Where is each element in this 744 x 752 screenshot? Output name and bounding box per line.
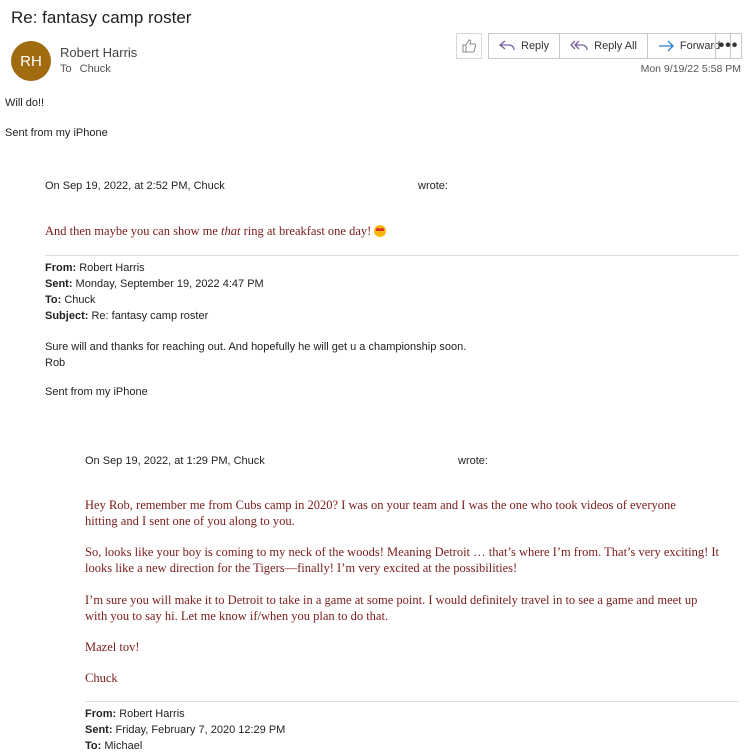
recipient-line xyxy=(60,63,111,75)
quote-1-intro: On Sep 19, 2022, at 2:52 PM, Chuck xyxy=(45,180,225,192)
divider-2 xyxy=(85,701,739,702)
like-button[interactable] xyxy=(456,33,482,59)
recipient-name[interactable]: Chuck xyxy=(79,63,111,75)
message-2-line-1: Sure will and thanks for reaching out. And hopefully he will get u a championship soon. xyxy=(45,341,467,353)
quote-2-p4: Mazel tov! xyxy=(85,640,140,654)
sent-value: Monday, September 19, 2022 4:47 PM xyxy=(72,278,264,290)
header-2-sent xyxy=(85,724,285,736)
email-subject: Re: fantasy camp roster xyxy=(11,8,192,27)
reply-all-label: Reply All xyxy=(594,40,637,52)
quote-2-p3-line-2: with you to say hi. Let me know if/when you plan to do that. xyxy=(85,609,389,623)
heart-eyes-emoji-icon xyxy=(374,225,386,237)
to-value-2: Michael xyxy=(101,740,143,752)
reply-all-icon xyxy=(570,40,588,52)
from-value: Robert Harris xyxy=(76,262,145,274)
to-label-2: To: xyxy=(85,740,102,752)
quote-2-p2-line-2: looks like a new direction for the Tigers—finally! I’m very excited at the possibilities! xyxy=(85,561,518,575)
subject-label: Subject: xyxy=(45,310,89,322)
to-label: To xyxy=(60,63,72,75)
thumbs-up-icon xyxy=(461,38,477,54)
from-label-2: From: xyxy=(85,708,117,720)
quote-2-wrote: wrote: xyxy=(458,455,488,467)
header-1-sent xyxy=(45,278,264,290)
quote-1-text-post: ring at breakfast one day! xyxy=(240,224,372,238)
quote-1-text xyxy=(45,224,386,239)
quote-1-text-pre: And then maybe you can show me xyxy=(45,224,222,238)
reply-button[interactable] xyxy=(489,34,560,58)
message-toolbar xyxy=(456,33,731,59)
body-line-1: Will do!! xyxy=(5,97,45,109)
to-label: To: xyxy=(45,294,62,306)
header-1-to xyxy=(45,294,96,306)
divider-1 xyxy=(45,255,739,256)
sent-value-2: Friday, February 7, 2020 12:29 PM xyxy=(112,724,286,736)
reply-label: Reply xyxy=(521,40,550,52)
quote-2-p5: Chuck xyxy=(85,671,118,685)
quote-1-text-emphasis: that xyxy=(221,224,241,238)
quote-2-p3-line-1: I’m sure you will make it to Detroit to take in a game at some point. I would definitely travel in to see a game and meet up xyxy=(85,593,698,607)
header-1-subject xyxy=(45,310,208,322)
reply-button-group xyxy=(488,33,731,59)
header-2-from xyxy=(85,708,185,720)
quote-2-intro: On Sep 19, 2022, at 1:29 PM, Chuck xyxy=(85,455,265,467)
sent-label: Sent: xyxy=(45,278,73,290)
sent-date: Mon 9/19/22 5:58 PM xyxy=(640,63,741,75)
signature-2: Sent from my iPhone xyxy=(45,386,148,398)
to-value: Chuck xyxy=(61,294,96,306)
quote-2-p1-line-1: Hey Rob, remember me from Cubs camp in 2020? I was on your team and I was the one who took videos of everyone xyxy=(85,498,676,512)
from-value-2: Robert Harris xyxy=(116,708,185,720)
subject-value: Re: fantasy camp roster xyxy=(88,310,209,322)
sent-label-2: Sent: xyxy=(85,724,113,736)
quote-1-wrote: wrote: xyxy=(418,180,448,192)
quote-2-p1-line-2: hitting and I sent one of you along to you. xyxy=(85,514,295,528)
avatar[interactable]: RH xyxy=(11,41,51,81)
sender-name[interactable]: Robert Harris xyxy=(60,45,138,60)
header-1-from xyxy=(45,262,145,274)
quote-2-p2-line-1: So, looks like your boy is coming to my neck of the woods! Meaning Detroit … that’s where I’m from. That’s very exciting! It xyxy=(85,545,720,559)
from-label: From: xyxy=(45,262,77,274)
more-actions-button[interactable]: ••• xyxy=(715,33,742,59)
reply-icon xyxy=(499,40,515,52)
signature-1: Sent from my iPhone xyxy=(5,127,108,139)
reply-all-button[interactable] xyxy=(560,34,648,58)
forward-icon xyxy=(658,40,674,52)
header-2-to xyxy=(85,740,142,752)
forward-label: Forward xyxy=(679,40,721,52)
message-2-line-2: Rob xyxy=(45,357,66,369)
